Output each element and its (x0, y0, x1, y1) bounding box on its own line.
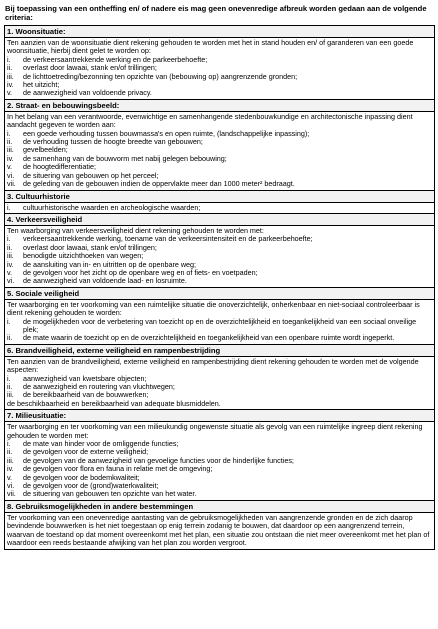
list-item (7, 89, 432, 97)
section-body-row (5, 422, 435, 501)
list-item-number: iv. (7, 259, 14, 269)
section-intro-text: Ten aanzien van de brandveiligheid, externe veiligheid en rampenbestrijding dient rekening gehouden te worden met de volgende aspecten: (7, 356, 419, 375)
section-body (5, 38, 435, 100)
section-title: 1. Woonsituatie: (5, 26, 435, 38)
list-item-number: vii. (7, 489, 16, 499)
list-item-text: gevelbeelden; (23, 145, 68, 155)
section-title: 3. Cultuurhistorie (5, 190, 435, 202)
list-item-number: v. (7, 472, 13, 482)
list-item-text: aanwezigheid van kwetsbare objecten; (23, 373, 147, 383)
list-item-number: iii. (7, 390, 14, 400)
list-item-number: iii. (7, 455, 14, 465)
list-item-text: een goede verhouding tussen bouwmassa's en open ruimte, (landschappelijke inpassing); (23, 128, 310, 138)
list-item-text: de aanwezigheid van voldoende laad- en losruimte. (23, 276, 187, 286)
list-item-number: iii. (7, 251, 14, 261)
section-body (5, 225, 435, 287)
list-item-text: de mate waarin de toezicht op en de overzichtelijkheid en toegankelijkheid van een openbare ruimte wordt ingeperkt. (23, 333, 395, 343)
list-item-text: de hoogtedifferentiatie; (23, 162, 96, 172)
list-item-number: ii. (7, 63, 13, 73)
list-item-number: iii. (7, 71, 14, 81)
list-item-number: i. (7, 202, 11, 212)
list-item (7, 334, 432, 342)
section-title: 7. Milieusituatie: (5, 410, 435, 422)
list-item (7, 277, 432, 285)
section-intro-text: In het belang van een verantwoorde, evenwichtige en samenhangende stedenbouwkundige en architectonische inpassing dient aandacht gegeven te worden aan: (7, 111, 413, 130)
list-item-number: v. (7, 267, 13, 277)
section-title: 4. Verkeersveiligheid (5, 213, 435, 225)
section-title: 5. Sociale veiligheid (5, 287, 435, 299)
list-item-number: ii. (7, 137, 13, 147)
section-body-row (5, 356, 435, 409)
section-header-row (5, 344, 435, 356)
list-item-number: iv. (7, 80, 14, 90)
list-item-text: de situering van gebouwen ten opzichte van het water. (23, 489, 197, 499)
criteria-table (4, 25, 435, 550)
list-item-number: vi. (7, 170, 15, 180)
list-item-text: de samenhang van de bouwvorm met nabij gelegen bebouwing; (23, 153, 227, 163)
list-item-text: overlast door lawaai, stank en/of trillingen; (23, 242, 157, 252)
section-intro-text: Ter waarborging en ter voorkoming van een ruimtelijke situatie die onoverzichtelijk, onherkenbaar en niet-sociaal controleerbaar is dient rekening gehouden te worden: (7, 299, 420, 318)
section-intro-text: Ten waarborging van verkeersveiligheid dient rekening gehouden te worden met: (7, 225, 264, 235)
list-item-number: iv. (7, 464, 14, 474)
list-item (7, 180, 432, 188)
list-item (7, 490, 432, 498)
section-body (5, 422, 435, 501)
section-intro-text: Ten aanzien van de woonsituatie dient rekening gehouden te worden met het in stand houden en/ of garanderen van een goede woonsituatie, hierbij dient gelet te worden op: (7, 38, 414, 56)
list-item (7, 73, 432, 81)
intro-text: Bij toepassing van een ontheffing en/ of nadere eis mag geen onevenredige afbreuk worden gedaan aan de volgende criteria: (5, 4, 427, 22)
list-item (7, 318, 432, 335)
section-title: 8. Gebruiksmogelijkheden in andere bestemmingen (5, 500, 435, 512)
list-item-text: de aanwezigheid en routering van vluchtwegen; (23, 382, 175, 391)
list-item-text: de situering van gebouwen op het perceel; (23, 170, 159, 180)
list-item-text: de mate van hinder voor de omliggende functies; (23, 439, 179, 449)
section-outro-text: de beschikbaarheid en bereikbaarheid van adequate blusmiddelen. (7, 398, 221, 408)
section-body (5, 299, 435, 344)
list-item-text: de geleding van de gebouwen indien de oppervlakte meer dan 1000 meter² bedraagt. (23, 179, 295, 189)
list-item-number: vi. (7, 481, 15, 491)
list-item-text: de gevolgen van de aanwezigheid van gevoelige functies voor de hinderlijke functies; (23, 455, 294, 465)
list-item-number: ii. (7, 333, 13, 343)
section-body (5, 202, 435, 213)
list-item-text: de gevolgen voor de externe veiligheid; (23, 447, 149, 457)
list-item-number: v. (7, 88, 13, 98)
list-item-text: de verhouding tussen de hoogte breedte van gebouwen; (23, 137, 203, 147)
section-header-row (5, 99, 435, 111)
list-item-text: de bereikbaarheid van de bouwwerken; (23, 390, 149, 400)
section-body-row (5, 202, 435, 213)
section-header-row (5, 500, 435, 512)
section-body-row (5, 38, 435, 100)
section-body (5, 356, 435, 409)
list-item-number: i. (7, 439, 11, 449)
list-item-number: i. (7, 316, 11, 326)
list-item-number: vi. (7, 276, 15, 286)
list-item-number: i. (7, 373, 11, 383)
list-item-text: de aanwezigheid van voldoende privacy. (23, 88, 152, 98)
section-body-row (5, 299, 435, 344)
list-item-number: i. (7, 54, 11, 64)
list-item-number: v. (7, 162, 13, 172)
section-body (5, 111, 435, 190)
list-item-text: benodigde uitzichthoeken van wegen; (23, 251, 144, 261)
list-item-text: de gevolgen voor flora en fauna in relatie met de omgeving; (23, 464, 213, 474)
section-header-row (5, 287, 435, 299)
list-item-text: de mogelijkheden voor de verbetering van toezicht op en de overzichtelijkheid en toegankelijkheid van een sociaal onveilige plek; (23, 316, 417, 334)
list-item-number: i. (7, 234, 11, 244)
list-item (7, 204, 432, 212)
section-title: 2. Straat- en bebouwingsbeeld: (5, 99, 435, 111)
list-item-number: iii. (7, 145, 14, 155)
section-body-row (5, 225, 435, 287)
list-item-text: verkeersaantrekkende werking, toename van de verkeersintensiteit en de parkeerbehoefte; (23, 234, 313, 244)
section-body (5, 512, 435, 549)
section-body-row (5, 512, 435, 549)
list-item (7, 138, 432, 146)
section-intro-text: Ter voorkoming van een onevenredige aantasting van de gebruiksmogelijkheden van aangrenzende gronden en de zich daarop bevindende bouwwerken is het niet toegestaan op enig terrein zodanig te bouwen, dat daardoor op een aangrenzend terrein, waarvan de toestand op dat moment overeenkomt met het plan, een situatie zou ontstaan die niet meer overeenkomt met het plan of waardoor een reeds bestaande afwijking van het plan zou worden vergroot. (7, 512, 430, 548)
list-item-text: de gevolgen voor de bodemkwaliteit; (23, 472, 140, 482)
list-item-text: de aansluiting van in- en uitritten op de openbare weg; (23, 259, 197, 269)
list-item-text: overlast door lawaai, stank en/of trillingen; (23, 63, 157, 73)
list-item-text: de lichttoetreding/bezonning ten opzichte van (bebouwing op) aangrenzende gronden; (23, 71, 298, 81)
list-item-number: ii. (7, 242, 13, 252)
list-item-text: cultuurhistorische waarden en archeologische waarden; (23, 202, 201, 212)
list-item-text: het uitzicht; (23, 80, 60, 90)
section-body-row (5, 111, 435, 190)
list-item-text: de gevolgen voor het zicht op de openbare weg en of fiets- en voetpaden; (23, 267, 258, 277)
section-intro-text: Ter waarborging en ter voorkoming van een milieukundig ongewenste situatie als gevolg van een ruimtelijke ingreep dient rekening gehouden te worden met: (7, 422, 423, 440)
list-item-text: de verkeersaantrekkende werking en de parkeerbehoefte; (23, 54, 208, 64)
list-item-number: ii. (7, 382, 13, 391)
section-header-row (5, 190, 435, 202)
section-header-row (5, 26, 435, 38)
list-item-text: de gevolgen voor de (grond)waterkwaliteit; (23, 481, 159, 491)
section-header-row (5, 410, 435, 422)
list-item-number: ii. (7, 447, 13, 457)
section-title: 6. Brandveiligheid, externe veiligheid en rampenbestrijding (5, 344, 435, 356)
list-item-number: i. (7, 128, 11, 138)
list-item-number: vii. (7, 179, 16, 189)
section-header-row (5, 213, 435, 225)
list-item-number: iv. (7, 153, 14, 163)
